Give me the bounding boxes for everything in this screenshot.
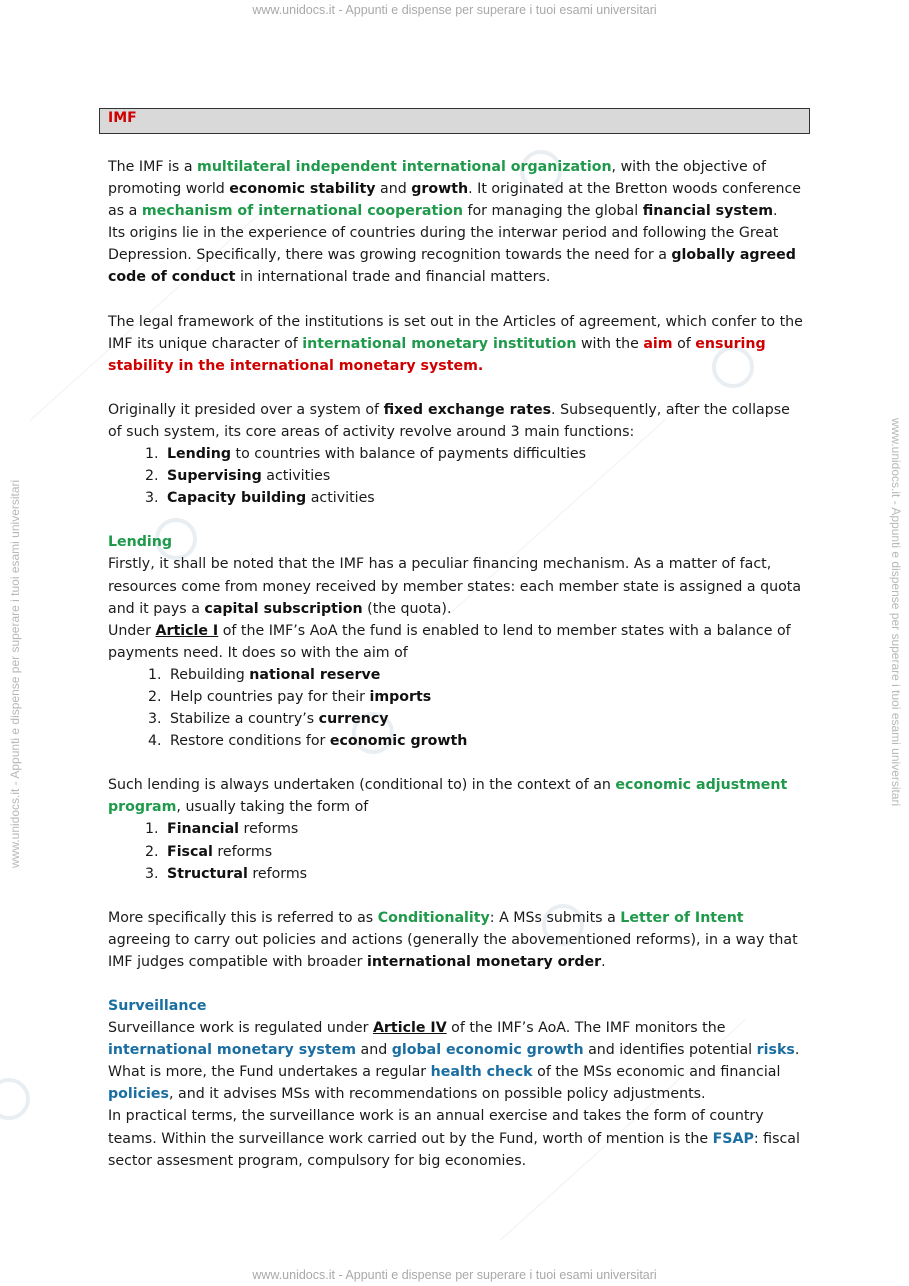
paragraph-lending-mechanism: Firstly, it shall be noted that the IMF has a peculiar financing mechanism. As a matter of fact, resources come from money received by member states: each member state is assigned a quota and it pays a capital subscription (the quota). xyxy=(108,556,802,617)
paragraph-functions: Originally it presided over a system of fixed exchange rates. Subsequently, after the collapse of such system, its core areas of activity revolve around 3 main functions: xyxy=(108,401,790,440)
list-item: 2. Help countries pay for their imports xyxy=(166,686,808,708)
list-item: 2. Supervising activities xyxy=(163,465,808,487)
reforms-list xyxy=(108,818,808,884)
heading-lending: Lending xyxy=(108,534,173,551)
paragraph-surveillance-article-iv: Surveillance work is regulated under Article IV of the IMF’s AoA. The IMF monitors the international monetary system and global economic growth and identifies potential risks. What is more, the Fund undertakes a regular health check of the MSs economic and financial policies, and it advises MSs with recommendations on possible policy adjustments. xyxy=(108,1020,800,1103)
list-item: 1. Rebuilding national reserve xyxy=(166,664,808,686)
list-item: 1. Lending to countries with balance of payments difficulties xyxy=(163,443,808,465)
paragraph-adjustment-program: Such lending is always undertaken (conditional to) in the context of an economic adjustment program, usually taking the form of xyxy=(108,777,788,816)
right-side-watermark: www.unidocs.it - Appunti e dispense per superare i tuoi esami universitari xyxy=(889,418,903,807)
paragraph-origins: Its origins lie in the experience of countries during the interwar period and following the Great Depression. Specifically, there was growing recognition towards the need for a globally agreed code of conduct in international trade and financial matters. xyxy=(108,225,796,286)
section-title-box xyxy=(99,108,810,134)
heading-surveillance: Surveillance xyxy=(108,998,207,1014)
section-title: IMF xyxy=(108,110,137,126)
left-side-watermark: www.unidocs.it - Appunti e dispense per superare i tuoi esami universitari xyxy=(8,479,22,868)
lending-aims-list xyxy=(108,664,808,752)
list-item: 3. Structural reforms xyxy=(163,863,808,885)
paragraph-conditionality: More specifically this is referred to as Conditionality: A MSs submits a Letter of Intent agreeing to carry out policies and actions (generally the abovementioned reforms), in a way that IMF judges compatible with broader international monetary order. xyxy=(108,909,798,970)
paragraph-surveillance-practice: In practical terms, the surveillance work is an annual exercise and takes the form of country teams. Within the surveillance work carried out by the Fund, worth of mention is the FSAP: fiscal sector assesment program, compulsory for big economies. xyxy=(108,1108,800,1169)
list-item: 4. Restore conditions for economic growth xyxy=(166,730,808,752)
functions-list xyxy=(108,443,808,509)
list-item: 2. Fiscal reforms xyxy=(163,841,808,863)
list-item: 3. Stabilize a country’s currency xyxy=(166,708,808,730)
paragraph-article-i: Under Article I of the IMF’s AoA the fund is enabled to lend to member states with a balance of payments need. It does so with the aim of xyxy=(108,622,791,661)
footer-watermark: www.unidocs.it - Appunti e dispense per superare i tuoi esami universitari xyxy=(252,1268,657,1282)
paragraph-intro: The IMF is a multilateral independent international organization, with the objective of promoting world economic stability and growth. It originated at the Bretton woods conference as a mechanism of international cooperation for managing the global financial system. xyxy=(108,159,801,220)
list-item: 1. Financial reforms xyxy=(163,818,808,840)
list-item: 3. Capacity building activities xyxy=(163,487,808,509)
watermark-logo-icon xyxy=(0,1078,30,1120)
paragraph-legal-framework: The legal framework of the institutions is set out in the Articles of agreement, which confer to the IMF its unique character of international monetary institution with the aim of ensuring stability in the international monetary system. xyxy=(108,313,803,374)
document-body xyxy=(108,156,808,1172)
header-watermark: www.unidocs.it - Appunti e dispense per superare i tuoi esami universitari xyxy=(252,3,657,17)
